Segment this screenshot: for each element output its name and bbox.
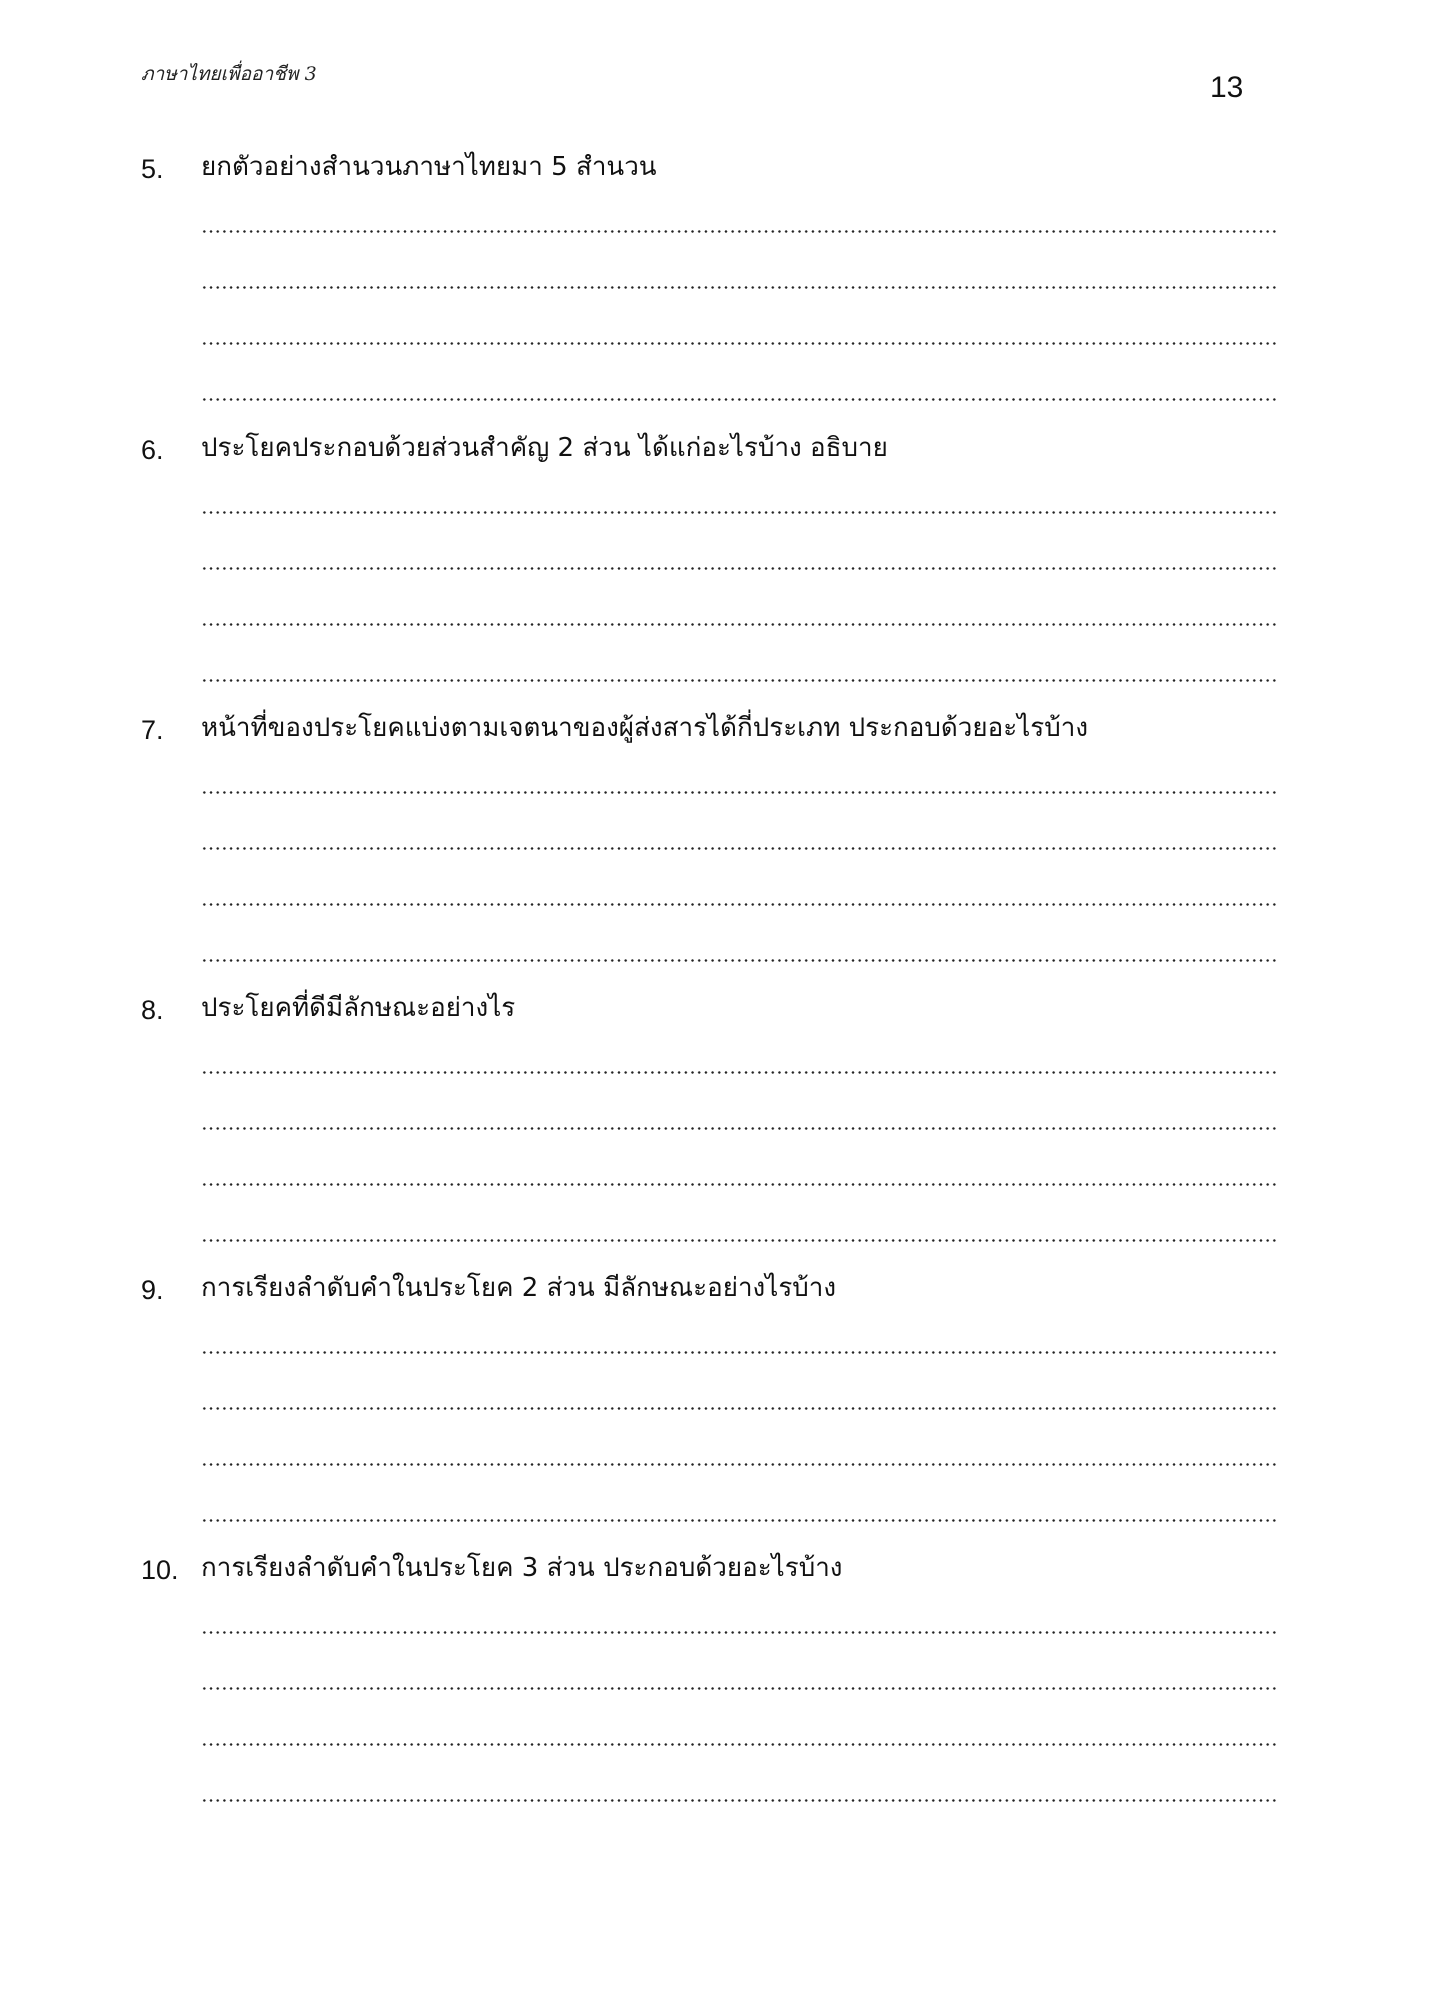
answer-line[interactable] xyxy=(201,1364,1279,1420)
question-10 xyxy=(141,1548,1291,1812)
answer-line[interactable] xyxy=(201,187,1279,243)
answer-line[interactable] xyxy=(201,1196,1279,1252)
question-number: 10. xyxy=(141,1555,179,1585)
answer-line[interactable] xyxy=(201,636,1279,692)
answer-line[interactable] xyxy=(201,804,1279,860)
question-text: การเรียงลำดับคำในประโยค 3 ส่วน ประกอบด้วยอะไรบ้าง xyxy=(201,1553,843,1583)
answer-line[interactable] xyxy=(201,580,1279,636)
answer-area[interactable] xyxy=(201,1308,1279,1532)
answer-line[interactable] xyxy=(201,355,1279,411)
question-text: ยกตัวอย่างสำนวนภาษาไทยมา 5 สำนวน xyxy=(201,152,657,182)
question-text: หน้าที่ของประโยคแบ่งตามเจตนาของผู้ส่งสารได้กี่ประเภท ประกอบด้วยอะไรบ้าง xyxy=(201,713,1089,743)
book-title: ภาษาไทยเพื่ออาชีพ 3 xyxy=(141,63,317,85)
question-6 xyxy=(141,428,1291,692)
answer-line[interactable] xyxy=(201,860,1279,916)
answer-line[interactable] xyxy=(201,1084,1279,1140)
answer-area[interactable] xyxy=(201,1588,1279,1812)
answer-area[interactable] xyxy=(201,468,1279,692)
answer-line[interactable] xyxy=(201,1476,1279,1532)
answer-line[interactable] xyxy=(201,1420,1279,1476)
question-header xyxy=(141,708,1291,748)
question-number: 5. xyxy=(141,154,164,184)
answer-line[interactable] xyxy=(201,916,1279,972)
answer-line[interactable] xyxy=(201,1028,1279,1084)
page-number: 13 xyxy=(1210,71,1244,104)
question-header xyxy=(141,1268,1291,1308)
answer-line[interactable] xyxy=(201,1308,1279,1364)
question-header xyxy=(141,428,1291,468)
answer-line[interactable] xyxy=(201,468,1279,524)
answer-area[interactable] xyxy=(201,748,1279,972)
answer-line[interactable] xyxy=(201,1588,1279,1644)
answer-line[interactable] xyxy=(201,299,1279,355)
answer-line[interactable] xyxy=(201,1140,1279,1196)
answer-line[interactable] xyxy=(201,1644,1279,1700)
question-number: 7. xyxy=(141,715,164,745)
answer-area[interactable] xyxy=(201,187,1279,411)
question-7 xyxy=(141,708,1291,972)
question-header xyxy=(141,147,1291,187)
question-text: ประโยคที่ดีมีลักษณะอย่างไร xyxy=(201,993,516,1023)
answer-line[interactable] xyxy=(201,1756,1279,1812)
answer-area[interactable] xyxy=(201,1028,1279,1252)
question-9 xyxy=(141,1268,1291,1532)
answer-line[interactable] xyxy=(201,1700,1279,1756)
answer-line[interactable] xyxy=(201,243,1279,299)
question-number: 9. xyxy=(141,1275,164,1305)
answer-line[interactable] xyxy=(201,524,1279,580)
question-header xyxy=(141,988,1291,1028)
question-number: 8. xyxy=(141,995,164,1025)
question-5 xyxy=(141,147,1291,411)
question-8 xyxy=(141,988,1291,1252)
question-header xyxy=(141,1548,1291,1588)
question-number: 6. xyxy=(141,435,164,465)
question-text: ประโยคประกอบด้วยส่วนสำคัญ 2 ส่วน ได้แก่อะไรบ้าง อธิบาย xyxy=(201,433,888,463)
answer-line[interactable] xyxy=(201,748,1279,804)
question-text: การเรียงลำดับคำในประโยค 2 ส่วน มีลักษณะอย่างไรบ้าง xyxy=(201,1273,837,1303)
